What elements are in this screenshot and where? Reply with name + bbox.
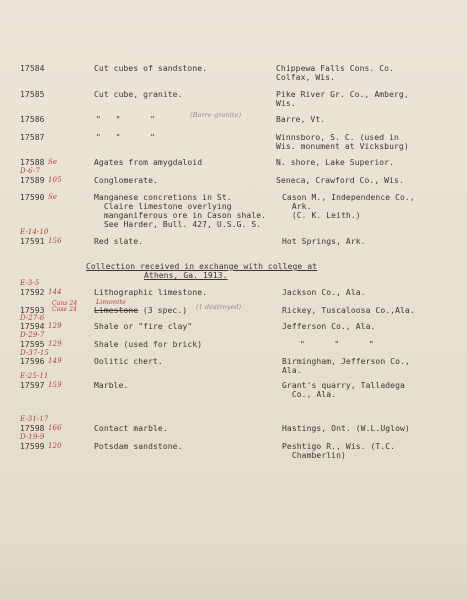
catalog-number: 17592	[20, 288, 45, 297]
suffix-annotation: Se	[48, 193, 58, 201]
catalog-number: 17584	[20, 64, 45, 73]
specimen-description: Shale (used for brick)	[94, 340, 203, 349]
specimen-description: Red slate.	[94, 237, 144, 246]
paper-shading	[0, 540, 467, 600]
location-code: D-27-6	[20, 314, 45, 322]
margin-annotation: Cans 24 Case 24	[52, 300, 78, 313]
suffix-annotation: 159	[48, 381, 62, 389]
catalog-number: 17591	[20, 237, 45, 246]
location-code: D-29-7	[20, 331, 45, 339]
catalog-number: 17599	[20, 442, 45, 451]
specimen-locality: Jackson Co., Ala.	[282, 288, 366, 297]
location-code: E-31-17	[20, 415, 49, 423]
location-code: D-6-7	[20, 167, 40, 175]
specimen-locality: Rickey, Tuscaloosa Co.,Ala.	[282, 306, 415, 315]
section-heading-line2: Athens, Ga. 1913.	[144, 271, 228, 280]
catalog-number: 17590	[20, 193, 45, 202]
specimen-description: Manganese concretions in St. Claire limestone overlying manganiferous ore in Cason shale. See Harder, Bull. 427, U.S.G. S.	[94, 193, 267, 229]
struck-description: Limestone	[94, 306, 139, 315]
catalog-number: 17594	[20, 322, 45, 331]
specimen-description: " " "	[96, 133, 155, 142]
catalog-number: 17593	[20, 306, 45, 315]
specimen-locality: Grant's quarry, Talladega Co., Ala.	[282, 381, 405, 399]
catalog-number: 17595	[20, 340, 45, 349]
location-code: D-19-9	[20, 433, 45, 441]
section-heading: Collection received in exchange with college at	[86, 262, 318, 271]
specimen-locality: Seneca, Crawford Co., Wis.	[276, 176, 404, 185]
suffix-annotation: 105	[48, 176, 62, 184]
specimen-locality: Peshtigo R., Wis. (T.C. Chamberlin)	[282, 442, 396, 460]
suffix-annotation: Se	[48, 158, 58, 166]
suffix-annotation: 129	[48, 340, 62, 348]
specimen-description: Cut cubes of sandstone.	[94, 64, 208, 73]
specimen-description: (3 spec.)	[138, 306, 188, 315]
suffix-annotation: 166	[48, 424, 62, 432]
specimen-description: Shale or "fire clay"	[94, 322, 193, 331]
specimen-description: Agates from amygdaloid	[94, 158, 203, 167]
catalog-number: 17597	[20, 381, 45, 390]
catalog-number: 17587	[20, 133, 45, 142]
specimen-description: Conglomerate.	[94, 176, 158, 185]
location-code: D-37-15	[20, 349, 49, 357]
catalog-number: 17588	[20, 158, 45, 167]
suffix-annotation: 149	[48, 357, 62, 365]
specimen-description: Lithographic limestone.	[94, 288, 208, 297]
pencil-annotation: (1 destroyed)	[196, 303, 242, 311]
catalog-number: 17589	[20, 176, 45, 185]
specimen-description: Oolitic chert.	[94, 357, 163, 366]
specimen-description: Potsdam sandstone.	[94, 442, 183, 451]
specimen-description: " " "	[96, 115, 155, 124]
suffix-annotation: 156	[48, 237, 62, 245]
location-code: E-14-10	[20, 228, 49, 236]
suffix-annotation: 120	[48, 442, 62, 450]
location-code: E-3-5	[20, 279, 40, 287]
specimen-locality: Cason M., Independence Co., Ark. (C. K. Leith.)	[282, 193, 415, 220]
specimen-locality: Hastings, Ont. (W.L.Uglow)	[282, 424, 410, 433]
catalog-number: 17598	[20, 424, 45, 433]
specimen-locality: Birmingham, Jefferson Co., Ala.	[282, 357, 410, 375]
specimen-locality: Hot Springs, Ark.	[282, 237, 366, 246]
catalog-number: 17585	[20, 90, 45, 99]
specimen-description: Contact marble.	[94, 424, 168, 433]
specimen-description: Marble.	[94, 381, 129, 390]
specimen-locality: " " "	[300, 340, 374, 349]
suffix-annotation: 129	[48, 322, 62, 330]
inserted-correction: Limonite	[96, 298, 126, 306]
specimen-locality: Chippewa Falls Cons. Co. Colfax, Wis.	[276, 64, 394, 82]
location-code: E-25-11	[20, 372, 49, 380]
pencil-annotation: (Barre granite)	[190, 111, 242, 119]
specimen-locality: Jefferson Co., Ala.	[282, 322, 376, 331]
suffix-annotation: 144	[48, 288, 62, 296]
specimen-locality: Barre, Vt.	[276, 115, 326, 124]
catalog-number: 17586	[20, 115, 45, 124]
specimen-locality: N. shore, Lake Superior.	[276, 158, 394, 167]
specimen-locality: Winnsboro, S. C. (used in Wis. monument at Vicksburg)	[276, 133, 409, 151]
specimen-locality: Pike River Gr. Co., Amberg, Wis.	[276, 90, 409, 108]
catalog-number: 17596	[20, 357, 45, 366]
specimen-description: Cut cube, granite.	[94, 90, 183, 99]
